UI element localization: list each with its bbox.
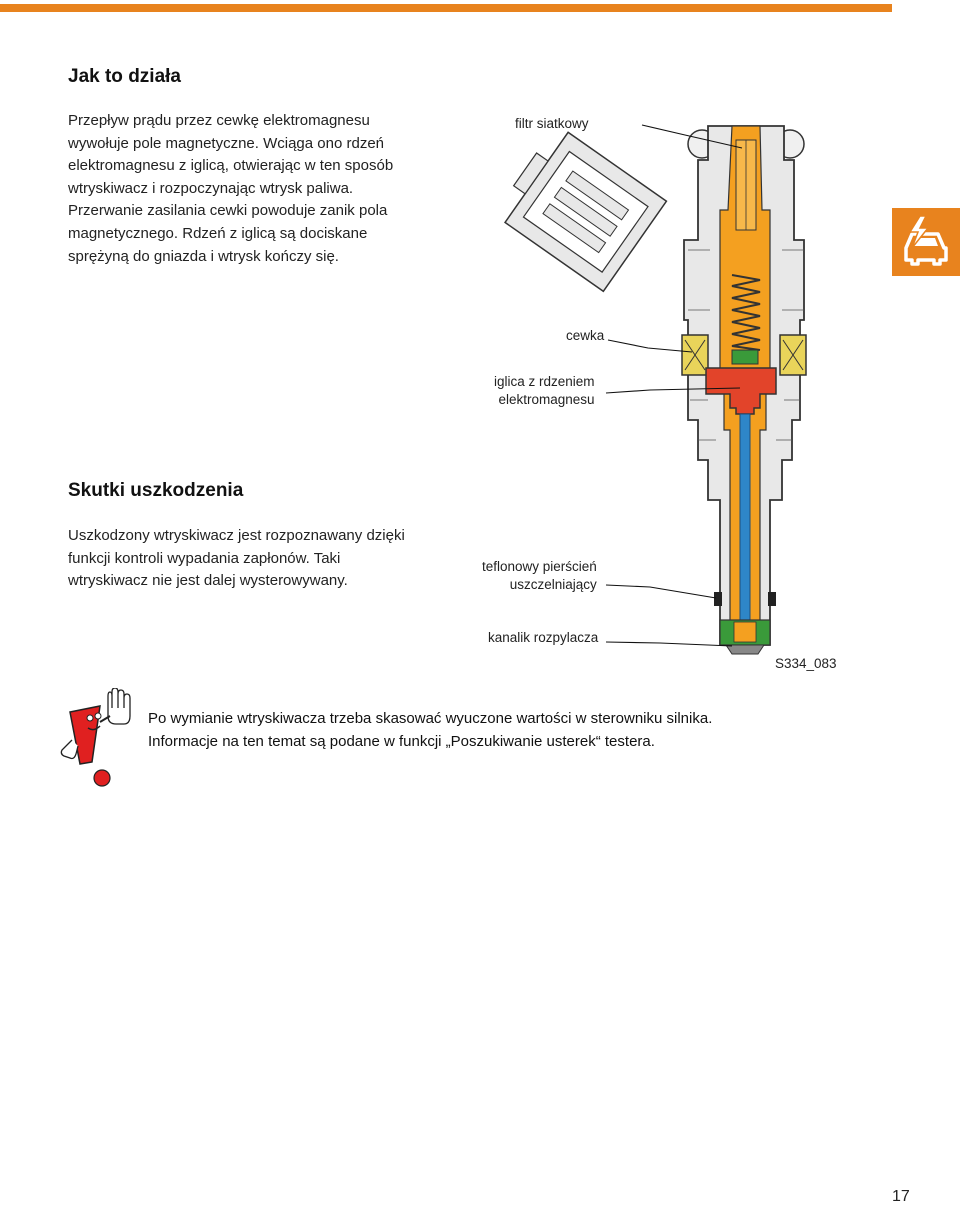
note-line: Po wymianie wtryskiwacza trzeba skasować wyuczone wartości w sterowniku silnika. — [148, 710, 713, 727]
text-line: Przepływ prądu przez cewkę elektromagnesu — [68, 112, 370, 129]
text-line: magnetycznego. Rdzeń z iglicą są dociskane — [68, 224, 368, 242]
spring-seat — [732, 350, 758, 364]
text-line: wywołuje pole magnetyczne. Wciąga ono rdzeń — [68, 134, 385, 152]
leader-nozzle — [606, 642, 732, 646]
text-line: wtryskiwacz nie jest dalej wysterowywany. — [68, 572, 348, 590]
teflon-seal-right — [768, 592, 776, 606]
label-nozzle-channel: kanalik rozpylacza — [488, 630, 599, 645]
text-line: elektromagnesu z iglicą, otwierając w ten sposób — [68, 157, 394, 175]
header-accent-bar — [0, 4, 892, 12]
label-coil: cewka — [566, 328, 605, 343]
damage-effects-paragraph — [68, 525, 448, 593]
leader-seal — [606, 585, 716, 598]
figure-code: S334_083 — [775, 656, 837, 671]
service-note — [148, 707, 908, 753]
note-line: Informacje na ten temat są podane w funkcji „Poszukiwanie usterek“ testera. — [148, 733, 655, 750]
label-needle-line1: iglica z rdzeniem — [494, 374, 595, 389]
text-line: Uszkodzony wtryskiwacz jest rozpoznawany dzięki — [68, 527, 405, 544]
label-mesh-filter: filtr siatkowy — [515, 116, 589, 131]
label-seal-line2: uszczelniający — [509, 577, 597, 592]
section-heading-how-it-works: Jak to działa — [68, 66, 181, 87]
leader-coil — [608, 340, 692, 352]
solenoid-coil-right — [780, 335, 806, 375]
text-line: Przerwanie zasilania cewki powoduje zanik pola — [68, 202, 388, 220]
page-number: 17 — [892, 1188, 910, 1205]
text-line: sprężyną do gniazda i wtrysk kończy się. — [68, 247, 339, 265]
text-line: funkcji kontroli wypadania zapłonów. Taki — [68, 549, 341, 567]
warning-hand-exclamation-icon — [56, 688, 136, 788]
injector-needle — [740, 414, 750, 639]
label-teflon-seal — [482, 558, 597, 594]
section-heading-damage-effects: Skutki uszkodzenia — [68, 480, 244, 501]
car-electric-lightning-icon — [892, 208, 960, 276]
section-tab — [892, 208, 960, 276]
how-it-works-paragraph — [68, 110, 408, 268]
solenoid-coil-left — [682, 335, 708, 375]
label-needle-line2: elektromagnesu — [498, 392, 595, 407]
text-line: wtryskiwacz i rozpoczynając wtrysk paliwa. — [68, 179, 354, 197]
label-seal-line1: teflonowy pierścień — [482, 559, 597, 574]
label-needle — [494, 373, 595, 409]
electrical-connector — [494, 124, 667, 291]
teflon-seal-left — [714, 592, 722, 606]
